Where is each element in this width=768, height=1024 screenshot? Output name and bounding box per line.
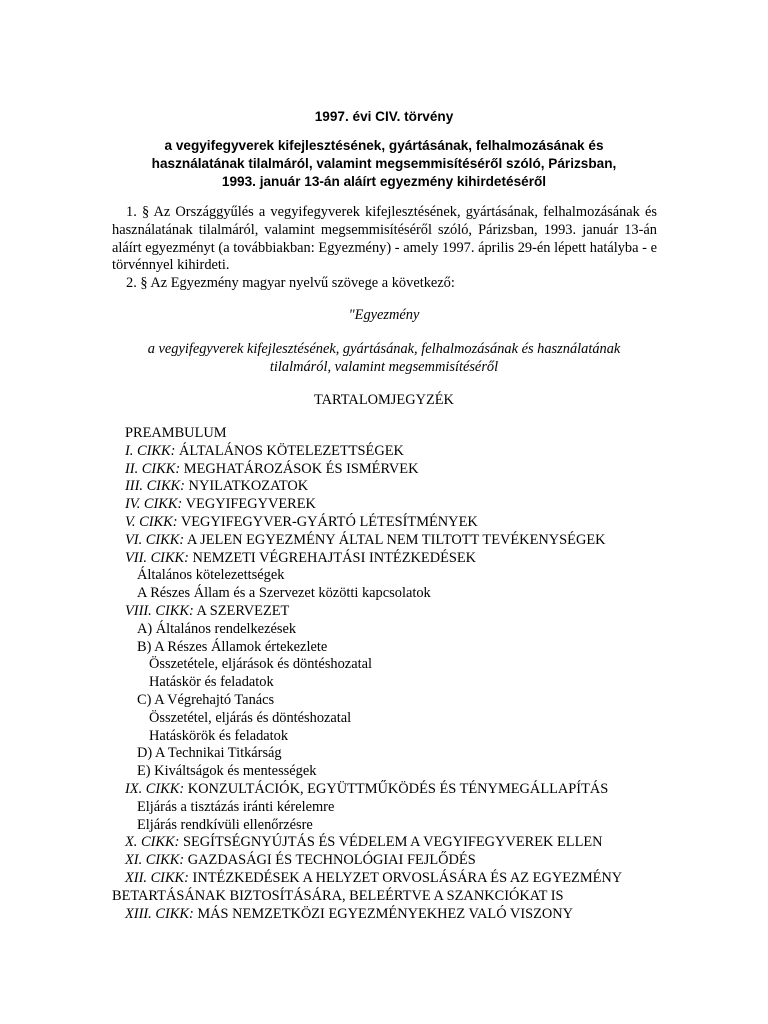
toc-item-text: MÁS NEMZETKÖZI EGYEZMÉNYEKHEZ VALÓ VISZONY (193, 905, 574, 922)
toc-item-text: C) A Végrehajtó Tanács (137, 691, 275, 708)
toc-subsubitem (112, 674, 657, 692)
toc-item-continuation (112, 888, 657, 906)
toc-item-text: Összetétele, eljárások és döntéshozatal (149, 656, 372, 673)
toc-item-text: KONZULTÁCIÓK, EGYÜTTMŰKÖDÉS ÉS TÉNYMEGÁLLAPÍTÁS (184, 780, 609, 797)
toc-subsubitem (112, 656, 657, 674)
toc-item-text: VEGYIFEGYVER-GYÁRTÓ LÉTESÍTMÉNYEK (177, 513, 478, 530)
toc-subsubitem (112, 728, 657, 746)
toc-item-text: B) A Részes Államok értekezlete (137, 638, 328, 655)
toc-subsubitem (112, 710, 657, 728)
toc-item-prefix: I. CIKK: (125, 442, 176, 459)
toc-item (112, 514, 657, 532)
egyezmeny-subtitle (0, 341, 768, 377)
toc-subitem (112, 817, 657, 835)
toc-item-text: A) Általános rendelkezések (137, 620, 297, 637)
toc-item (112, 461, 657, 479)
toc-item (112, 906, 657, 924)
toc-subitem (112, 692, 657, 710)
toc-item-text: INTÉZKEDÉSEK A HELYZET ORVOSLÁSÁRA ÉS AZ EGYEZMÉNY (188, 869, 623, 886)
subtitle-line: 1993. január 13-án aláírt egyezmény kihirdetéséről (221, 174, 547, 189)
toc-subitem (112, 585, 657, 603)
toc-item (112, 496, 657, 514)
toc-item-prefix: VIII. CIKK: (125, 602, 194, 619)
toc-item-text: A JELEN EGYEZMÉNY ÁLTAL NEM TILTOTT TEVÉKENYSÉGEK (184, 531, 606, 548)
paragraph-1: 1. § Az Országgyűlés a vegyifegyverek kifejlesztésének, gyártásának, felhalmozásának és használatának tilalmáról, valamint megsemmisítéséről szóló, Párizsban, 1993. január 13-án aláírt egyezményt (a továbbiakban: Egyezmény) - amely 1997. április 29-én lépett hatályba - e törvénnyel kihirdeti. (112, 204, 657, 274)
toc-item (112, 478, 657, 496)
toc-subitem (112, 799, 657, 817)
toc-item-text: SEGÍTSÉGNYÚJTÁS ÉS VÉDELEM A VEGYIFEGYVEREK ELLEN (179, 834, 603, 851)
law-subtitle (0, 137, 768, 191)
egyezmeny-subtitle-line: tilalmáról, valamint megsemmisítéséről (269, 358, 499, 375)
toc-item-prefix: II. CIKK: (125, 460, 181, 477)
egyezmeny-subtitle-line: a vegyifegyverek kifejlesztésének, gyártásának, felhalmozásának és használatának (147, 341, 621, 357)
toc-item-text: Hatáskör és feladatok (149, 674, 274, 691)
toc-item-text: MEGHATÁROZÁSOK ÉS ISMÉRVEK (180, 460, 419, 477)
toc-subitem (112, 621, 657, 639)
law-title: 1997. évi CIV. törvény (314, 109, 454, 124)
toc-item-text: VEGYIFEGYVEREK (182, 496, 316, 513)
subtitle-line: használatának tilalmáról, valamint megsemmisítéséről szóló, Párizsban, (151, 156, 617, 171)
toc-item-prefix: VII. CIKK: (125, 549, 189, 566)
toc-subitem (112, 639, 657, 657)
toc-item (112, 781, 657, 799)
toc-item-prefix: XII. CIKK: (125, 869, 189, 886)
toc-item-text: Összetétel, eljárás és döntéshozatal (149, 709, 352, 726)
toc-item (112, 603, 657, 621)
toc-item (112, 443, 657, 461)
egyezmeny-heading: "Egyezmény (348, 307, 420, 323)
subtitle-line: a vegyifegyverek kifejlesztésének, gyártásának, felhalmozásának és (164, 138, 604, 153)
toc-item-prefix: VI. CIKK: (125, 531, 185, 548)
toc-item (112, 852, 657, 870)
toc-subitem (112, 745, 657, 763)
toc-item-text: A SZERVEZET (193, 602, 290, 619)
toc-item-text: Általános kötelezettségek (137, 567, 285, 584)
toc-item-text: Eljárás rendkívüli ellenőrzésre (137, 816, 313, 833)
toc-subitem (112, 567, 657, 585)
toc-item-prefix: IV. CIKK: (125, 496, 183, 513)
body-paragraphs (112, 204, 657, 293)
toc-title: TARTALOMJEGYZÉK (314, 392, 454, 408)
toc-item-prefix: XI. CIKK: (125, 852, 185, 869)
toc-item-text: E) Kiváltságok és mentességek (137, 763, 317, 780)
toc-item-text: PREAMBULUM (125, 425, 227, 441)
toc-item (112, 870, 657, 888)
toc-item-text: ÁLTALÁNOS KÖTELEZETTSÉGEK (175, 442, 404, 459)
toc-item-prefix: XIII. CIKK: (125, 905, 194, 922)
toc-item-text: Hatáskörök és feladatok (149, 727, 289, 744)
toc-item-text: GAZDASÁGI ÉS TECHNOLÓGIAI FEJLŐDÉS (184, 852, 476, 869)
toc-item-text: BETARTÁSÁNAK BIZTOSÍTÁSÁRA, BELEÉRTVE A SZANKCIÓKAT IS (112, 887, 564, 904)
paragraph-2: 2. § Az Egyezmény magyar nyelvű szövege a következő: (126, 275, 455, 292)
toc-item-text: NEMZETI VÉGREHAJTÁSI INTÉZKEDÉSEK (188, 549, 477, 566)
toc-item-text: A Részes Állam és a Szervezet közötti kapcsolatok (137, 585, 431, 602)
toc-item (112, 425, 657, 443)
toc-subitem (112, 763, 657, 781)
toc-item (112, 834, 657, 852)
toc-item-text: Eljárás a tisztázás iránti kérelemre (137, 798, 335, 815)
toc-item-prefix: III. CIKK: (125, 478, 185, 495)
toc-item (112, 550, 657, 568)
toc-item-prefix: V. CIKK: (125, 513, 178, 530)
toc-item (112, 532, 657, 550)
table-of-contents (112, 425, 657, 923)
toc-item-prefix: IX. CIKK: (125, 780, 185, 797)
toc-item-prefix: X. CIKK: (125, 834, 180, 851)
toc-item-text: D) A Technikai Titkárság (137, 745, 282, 762)
toc-item-text: NYILATKOZATOK (184, 478, 309, 495)
